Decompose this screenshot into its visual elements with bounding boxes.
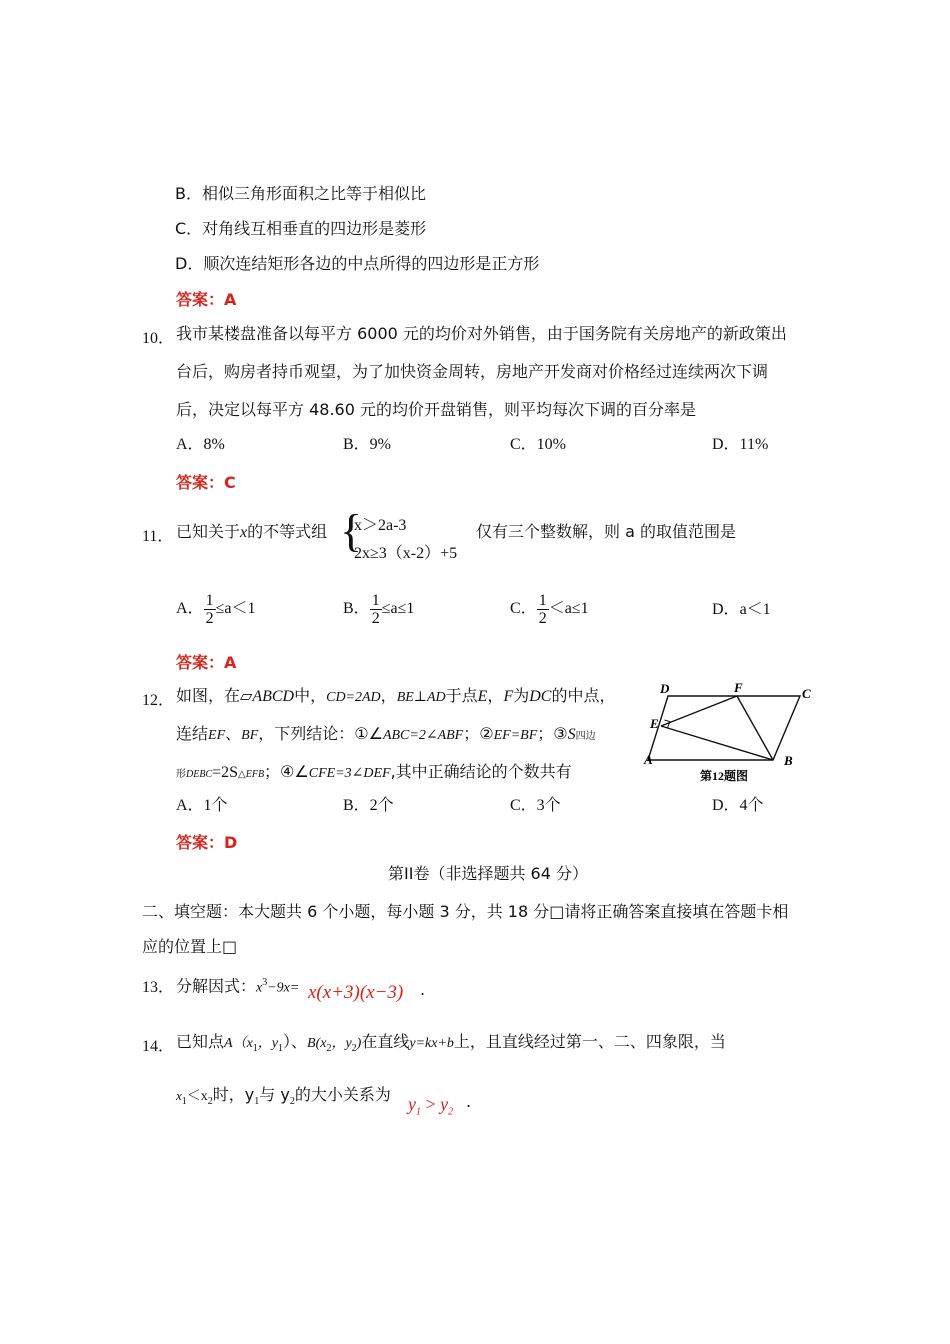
label-b: B (784, 753, 793, 768)
q11-brace: { (340, 505, 363, 556)
q10-option-a: A．8% (176, 436, 225, 453)
q10-line3: 后，决定以每平方 48.60 元的均价开盘销售，则平均每次下调的百分率是 (176, 400, 696, 419)
q12-line3: 形DEBC=2S△EFB；④∠CFE=3∠DEF,其中正确结论的个数共有 (176, 762, 572, 781)
q13-period: . (420, 980, 426, 999)
q11-option-a-fraction: $\frac{1}{2}$ (205, 592, 214, 627)
q11-option-d: D．a＜1 (712, 601, 771, 618)
q11-option-c-fraction: $\frac{1}{2}$ (538, 592, 547, 627)
q14-period: . (466, 1092, 472, 1111)
q12-number: 12． (142, 692, 175, 709)
q9-answer: 答案：A (176, 290, 237, 309)
part2-instruction-line1: 二、填空题：本大题共 6 个小题，每小题 3 分，共 18 分□请将正确答案直接填在答题卡相 (142, 902, 789, 921)
q14-line1: 已知点$A(x_1$，$y_1$）、$B(x_2$，$y_2$)在直线y=kx+b上，且直线经过第一、二、四象限，当 (176, 1032, 726, 1055)
label-f: F (734, 680, 743, 695)
q12-option-b: B．2个 (343, 797, 394, 814)
label-c: C (802, 686, 811, 701)
q10-option-b: B．9% (343, 436, 392, 453)
q10-option-d: D．11% (712, 436, 769, 453)
label-d: D (660, 681, 670, 696)
q11-var: x (240, 524, 248, 541)
q11-option-c: C． $\frac{1}{2}$ ＜a≤1 (510, 592, 589, 627)
q11-option-a: A． $\frac{1}{2}$ ≤a＜1 (176, 592, 256, 627)
q14-number: 14． (142, 1038, 175, 1055)
q10-number: 10． (142, 330, 175, 347)
q11-option-b: B． $\frac{1}{2}$ ≤a≤1 (343, 592, 415, 627)
q14-answer: $y_1 > y_2$ (408, 1094, 454, 1118)
q9-option-b: B．相似三角形面积之比等于相似比 (175, 184, 426, 203)
q13-answer: x(x+3)(x−3) (308, 982, 404, 1003)
q11-ineq2: 2x≥3（x-2）+5 (354, 545, 458, 562)
q9-option-c: C．对角线互相垂直的四边形是菱形 (175, 219, 427, 238)
q11-suffix: 仅有三个整数解，则 a 的取值范围是 (476, 522, 736, 541)
figure-caption: 第12题图 (700, 769, 749, 783)
q13-number: 13． (142, 979, 175, 996)
q12-option-a: A．1个 (176, 797, 228, 814)
q10-option-c: C．10% (510, 436, 567, 453)
q11-answer: 答案：A (176, 653, 237, 672)
q13-statement: 分解因式：$x^3-9x=$ (176, 976, 300, 996)
q11-middle: 的不等式组 (247, 522, 328, 541)
q11-option-b-fraction: $\frac{1}{2}$ (371, 592, 380, 627)
label-e: E (650, 716, 659, 731)
parallelogram-abcd (648, 696, 800, 760)
label-a: A (644, 752, 653, 767)
q12-option-d: D．4个 (712, 797, 764, 814)
part2-title: 第II卷（非选择题共 64 分） (388, 864, 588, 883)
segment-ef (661, 696, 737, 726)
q11-ineq1: x＞2a-3 (354, 517, 407, 534)
q12-figure (640, 680, 820, 790)
part2-instruction-line2: 应的位置上□ (142, 937, 238, 956)
q12-line1: 如图，在▱ABCD中，CD=2AD，BE⊥AD于点E，F为DC的中点， (176, 686, 616, 705)
q10-line1: 我市某楼盘准备以每平方 6000 元的均价对外销售，由于国务院有关房地产的新政策出 (176, 324, 787, 343)
q11-number: 11． (142, 528, 174, 545)
q14-line2: $x_1<x_2$时，$y_1$与 $y_2$的大小关系为 (176, 1085, 391, 1108)
q12-line2: 连结EF、BF，下列结论：①∠ABC=2∠ABF；②EF=BF；③S四边 (176, 724, 596, 743)
q10-answer: 答案：C (176, 473, 236, 492)
q10-line2: 台后，购房者持币观望，为了加快资金周转，房地产开发商对价格经过连续两次下调 (176, 362, 769, 381)
q11-prefix: 已知关于 (176, 522, 241, 541)
q12-answer: 答案：D (176, 833, 238, 852)
q9-option-d: D．顺次连结矩形各边的中点所得的四边形是正方形 (175, 254, 540, 273)
q11-statement (176, 522, 327, 543)
q12-option-c: C．3个 (510, 797, 561, 814)
